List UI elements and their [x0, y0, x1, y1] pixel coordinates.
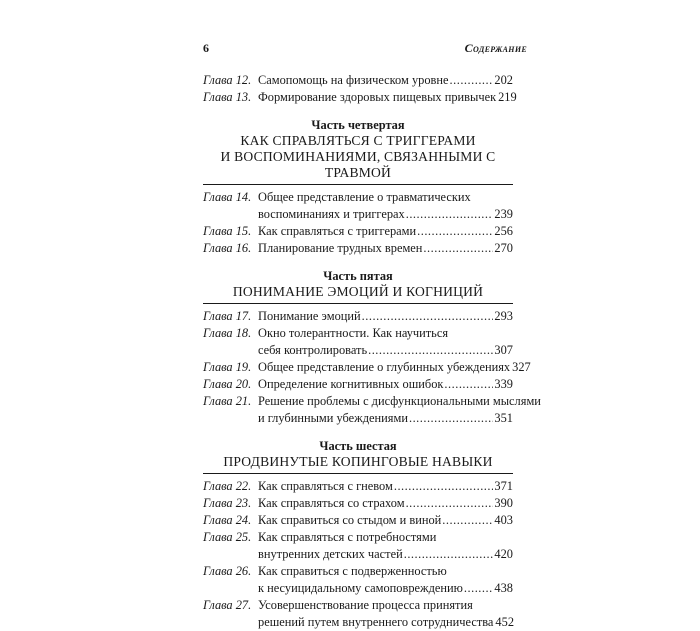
dot-leader [450, 72, 494, 89]
chapter-page-number: 420 [494, 547, 513, 561]
chapter-page-number: 219 [498, 90, 517, 104]
chapter-page-number: 403 [494, 513, 513, 527]
running-title: Содержание [464, 41, 527, 55]
toc-entry[interactable] [203, 359, 531, 376]
chapter-page-number: 307 [494, 343, 513, 357]
toc-entry[interactable] [203, 325, 513, 359]
dot-leader [464, 580, 494, 597]
chapter-number: Глава 15. [203, 224, 252, 238]
chapter-page-number: 438 [494, 581, 513, 595]
toc-entry[interactable] [203, 376, 513, 393]
chapter-number: Глава 19. [203, 360, 252, 374]
chapter-title-last-line [258, 342, 513, 359]
chapter-title [258, 189, 513, 223]
toc-entry[interactable] [203, 597, 513, 631]
table-of-contents [203, 72, 541, 631]
chapter-number: Глава 27. [203, 598, 252, 612]
toc-entry[interactable] [203, 563, 513, 597]
chapter-page-number: 327 [512, 360, 531, 374]
part-heading [193, 269, 523, 300]
running-header [203, 41, 527, 59]
toc-entry[interactable] [203, 529, 513, 563]
chapter-title [258, 529, 513, 563]
part-rule [203, 473, 513, 474]
chapter-title [258, 478, 513, 495]
part-label: Часть пятая [323, 269, 393, 283]
chapter-number: Глава 24. [203, 513, 252, 527]
chapter-title-text: себя контролировать [258, 343, 368, 357]
chapter-number: Глава 21. [203, 394, 252, 408]
chapter-title-last-line [258, 614, 513, 631]
chapter-title-line: Усовершенствование процесса принятия [258, 598, 473, 612]
chapter-title-line: Окно толерантности. Как научиться [258, 326, 449, 340]
chapter-page-number: 390 [494, 496, 513, 510]
chapter-title [258, 393, 541, 427]
dot-leader [409, 410, 493, 427]
part-heading [193, 118, 523, 181]
chapter-page-number: 256 [494, 224, 513, 238]
dot-leader [394, 478, 494, 495]
dot-leader [423, 240, 493, 257]
chapter-page-number: 270 [494, 241, 513, 255]
chapter-title [258, 512, 513, 529]
part-title [193, 133, 523, 181]
chapter-title-last-line [258, 308, 513, 325]
chapter-title-last-line [258, 546, 513, 563]
chapter-number: Глава 26. [203, 564, 252, 578]
dot-leader [368, 342, 493, 359]
chapter-title [258, 89, 517, 106]
chapter-title-last-line [258, 580, 513, 597]
chapter-title-last-line [258, 240, 513, 257]
chapter-page-number: 371 [494, 479, 513, 493]
toc-entry[interactable] [203, 512, 513, 529]
part-title-line: ПРОДВИНУТЫЕ КОПИНГОВЫЕ НАВЫКИ [223, 454, 493, 469]
chapter-title [258, 376, 513, 393]
dot-leader [442, 512, 493, 529]
part-rule [203, 184, 513, 185]
toc-entry[interactable] [203, 189, 513, 223]
part-label: Часть четвертая [311, 118, 405, 132]
dot-leader [417, 223, 493, 240]
chapter-title-text: Общее представление о глубинных убеждениях [258, 360, 511, 374]
chapter-title-text: и глубинными убеждениями [258, 411, 408, 425]
chapter-page-number: 239 [494, 207, 513, 221]
chapter-title [258, 597, 513, 631]
chapter-number: Глава 20. [203, 377, 252, 391]
toc-entry[interactable] [203, 478, 513, 495]
chapter-number: Глава 14. [203, 190, 252, 204]
chapter-title-last-line [258, 359, 531, 376]
chapter-page-number: 339 [494, 377, 513, 391]
chapter-number: Глава 13. [203, 90, 252, 104]
chapter-number: Глава 16. [203, 241, 252, 255]
chapter-title-line: Решение проблемы с дисфункциональными мыслями [258, 394, 541, 408]
chapter-title [258, 325, 513, 359]
part-rule [203, 303, 513, 304]
page-number: 6 [203, 41, 209, 55]
chapter-number: Глава 22. [203, 479, 252, 493]
chapter-number: Глава 17. [203, 309, 252, 323]
chapter-title-last-line [258, 72, 513, 89]
toc-entry[interactable] [203, 308, 513, 325]
chapter-title-text: к несуицидальному самоповреждению [258, 581, 463, 595]
chapter-title-line: Как справляться с потребностями [258, 530, 437, 544]
dot-leader [406, 206, 494, 223]
part-title [193, 284, 523, 300]
dot-leader [444, 376, 493, 393]
chapter-title [258, 223, 513, 240]
chapter-title-last-line [258, 89, 517, 106]
chapter-title [258, 359, 531, 376]
chapter-page-number: 351 [494, 411, 513, 425]
toc-entry[interactable] [203, 72, 513, 89]
dot-leader [362, 308, 494, 325]
chapter-title-text: Определение когнитивных ошибок [258, 377, 444, 391]
chapter-title-text: Формирование здоровых пищевых привычек [258, 90, 497, 104]
part-label: Часть шестая [319, 439, 397, 453]
part-title-line: И ВОСПОМИНАНИЯМИ, СВЯЗАННЫМИ С ТРАВМОЙ [220, 149, 496, 180]
dot-leader [404, 546, 494, 563]
chapter-number: Глава 18. [203, 326, 252, 340]
chapter-title [258, 563, 513, 597]
chapter-page-number: 202 [494, 73, 513, 87]
chapter-title-text: Самопомощь на физическом уровне [258, 73, 449, 87]
part-title-line: ПОНИМАНИЕ ЭМОЦИЙ И КОГНИЦИЙ [232, 284, 484, 299]
toc-entry[interactable] [203, 240, 513, 257]
chapter-number: Глава 12. [203, 73, 252, 87]
chapter-title-text: Как справляться с гневом [258, 479, 393, 493]
chapter-number: Глава 25. [203, 530, 252, 544]
chapter-title-text: Как справляться с триггерами [258, 224, 417, 238]
chapter-title-text: Как справиться со стыдом и виной [258, 513, 442, 527]
chapter-title-line: Как справиться с подверженностью [258, 564, 447, 578]
chapter-page-number: 293 [494, 309, 513, 323]
toc-entry[interactable] [203, 89, 517, 106]
chapter-title-text: внутренних детских частей [258, 547, 403, 561]
part-title [193, 454, 523, 470]
chapter-title-last-line [258, 206, 513, 223]
chapter-page-number: 452 [495, 615, 515, 629]
toc-entry[interactable] [203, 393, 541, 427]
chapter-title-text: Как справляться со страхом [258, 496, 405, 510]
part-title-line: КАК СПРАВЛЯТЬСЯ С ТРИГГЕРАМИ [240, 133, 476, 148]
chapter-title-last-line [258, 478, 513, 495]
chapter-title-text: решений путем внутреннего сотрудничества [258, 615, 494, 629]
chapter-number: Глава 23. [203, 496, 252, 510]
part-heading [193, 439, 523, 470]
toc-entry[interactable] [203, 223, 513, 240]
chapter-title [258, 308, 513, 325]
toc-entry[interactable] [203, 495, 513, 512]
dot-leader [406, 495, 494, 512]
chapter-title-text: Понимание эмоций [258, 309, 361, 323]
chapter-title [258, 240, 513, 257]
chapter-title-last-line [258, 495, 513, 512]
chapter-title-last-line [258, 376, 513, 393]
chapter-title [258, 72, 513, 89]
chapter-title-line: Общее представление о травматических [258, 190, 471, 204]
chapter-title-text: Планирование трудных времен [258, 241, 423, 255]
chapter-title-last-line [258, 223, 513, 240]
chapter-title-last-line [258, 410, 513, 427]
chapter-title-text: воспоминаниях и триггерах [258, 207, 405, 221]
chapter-title [258, 495, 513, 512]
chapter-title-last-line [258, 512, 513, 529]
